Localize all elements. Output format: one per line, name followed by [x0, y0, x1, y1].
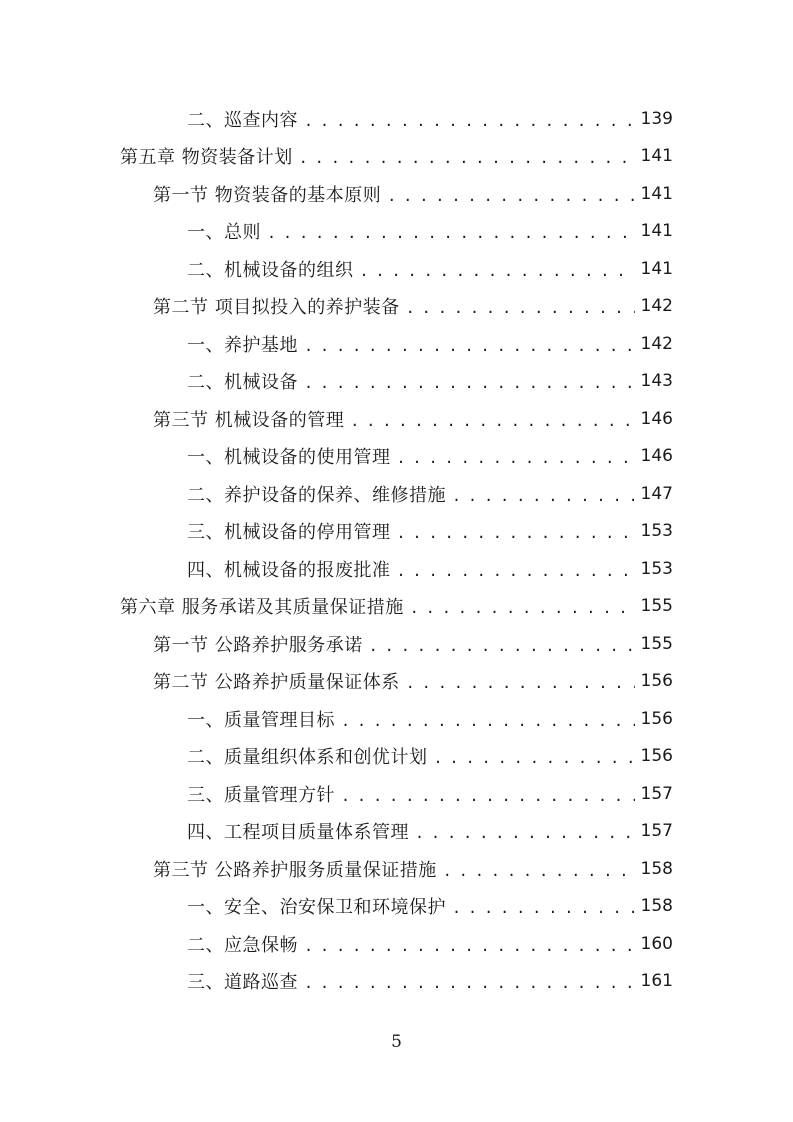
toc-entry[interactable]	[0, 400, 793, 438]
toc-entry-title: 一、安全、治安保卫和环境保护	[187, 897, 446, 919]
toc-entry[interactable]	[0, 738, 793, 776]
toc-entry[interactable]	[0, 250, 793, 288]
toc-dot-leader	[434, 747, 635, 765]
toc-entry[interactable]	[0, 475, 793, 513]
toc-entry-page: 141	[640, 221, 673, 242]
toc-entry[interactable]	[0, 588, 793, 626]
toc-entry-page: 142	[640, 333, 673, 354]
toc-entry-title: 二、机械设备的组织	[187, 259, 354, 281]
toc-dot-leader	[397, 522, 635, 540]
toc-entry[interactable]	[0, 325, 793, 363]
toc-entry[interactable]	[0, 663, 793, 701]
toc-dot-leader	[406, 297, 635, 315]
toc-entry-page: 139	[640, 108, 673, 129]
toc-dot-leader	[452, 897, 635, 915]
toc-entry-page: 153	[640, 521, 673, 542]
toc-entry-title: 第六章 服务承诺及其质量保证措施	[120, 597, 404, 619]
toc-entry-page: 158	[640, 858, 673, 879]
toc-entry-title: 三、质量管理方针	[187, 784, 335, 806]
toc-entry-page: 143	[640, 371, 673, 392]
toc-entry-title: 第一节 公路养护服务承诺	[153, 634, 363, 656]
toc-entry[interactable]	[0, 363, 793, 401]
toc-entry[interactable]	[0, 813, 793, 851]
toc-entry[interactable]	[0, 850, 793, 888]
toc-entry-page: 141	[640, 258, 673, 279]
page-number: 5	[391, 1032, 402, 1052]
toc-entry[interactable]	[0, 625, 793, 663]
toc-entry-page: 141	[640, 183, 673, 204]
toc-entry[interactable]	[0, 925, 793, 963]
toc-entry-title: 二、巡查内容	[187, 109, 298, 131]
toc-entry-title: 第三节 机械设备的管理	[153, 409, 345, 431]
toc-entry-title: 三、道路巡查	[187, 972, 298, 994]
toc-dot-leader	[397, 560, 635, 578]
toc-entry-title: 二、养护设备的保养、维修措施	[187, 484, 446, 506]
toc-entry-page: 155	[640, 596, 673, 617]
toc-entry[interactable]	[0, 775, 793, 813]
toc-entry-title: 第一节 物资装备的基本原则	[153, 184, 382, 206]
toc-dot-leader	[397, 447, 635, 465]
toc-entry[interactable]	[0, 213, 793, 251]
table-of-contents	[0, 100, 793, 1000]
toc-entry-title: 二、机械设备	[187, 372, 298, 394]
toc-entry[interactable]	[0, 700, 793, 738]
toc-dot-leader	[304, 935, 635, 953]
toc-entry-page: 158	[640, 896, 673, 917]
toc-dot-leader	[267, 222, 635, 240]
toc-entry-page: 157	[640, 783, 673, 804]
toc-dot-leader	[304, 972, 635, 990]
toc-entry-title: 四、工程项目质量体系管理	[187, 822, 409, 844]
toc-dot-leader	[350, 410, 634, 428]
toc-entry-page: 157	[640, 821, 673, 842]
toc-entry-page: 141	[640, 146, 673, 167]
toc-entry-title: 二、质量组织体系和创优计划	[187, 747, 428, 769]
toc-entry-title: 第三节 公路养护服务质量保证措施	[153, 859, 437, 881]
toc-dot-leader	[415, 822, 635, 840]
toc-entry-page: 156	[640, 746, 673, 767]
toc-dot-leader	[406, 672, 635, 690]
toc-entry-page: 156	[640, 708, 673, 729]
toc-dot-leader	[443, 860, 635, 878]
toc-entry-page: 142	[640, 296, 673, 317]
toc-entry[interactable]	[0, 100, 793, 138]
toc-entry[interactable]	[0, 963, 793, 1001]
toc-entry-title: 一、质量管理目标	[187, 709, 335, 731]
toc-entry-title: 一、机械设备的使用管理	[187, 447, 391, 469]
toc-entry-title: 第二节 公路养护质量保证体系	[153, 672, 400, 694]
toc-entry-page: 153	[640, 558, 673, 579]
toc-entry-title: 四、机械设备的报废批准	[187, 559, 391, 581]
toc-entry[interactable]	[0, 888, 793, 926]
toc-entry-page: 146	[640, 408, 673, 429]
toc-entry[interactable]	[0, 288, 793, 326]
toc-entry-title: 一、总则	[187, 222, 261, 244]
toc-dot-leader	[304, 372, 635, 390]
toc-entry-title: 第二节 项目拟投入的养护装备	[153, 297, 400, 319]
toc-entry-page: 160	[640, 933, 673, 954]
toc-entry-title: 第五章 物资装备计划	[120, 147, 293, 169]
toc-entry-title: 三、机械设备的停用管理	[187, 522, 391, 544]
toc-dot-leader	[341, 785, 635, 803]
toc-entry-page: 156	[640, 671, 673, 692]
toc-dot-leader	[410, 597, 635, 615]
toc-dot-leader	[452, 485, 635, 503]
toc-dot-leader	[387, 185, 634, 203]
toc-entry[interactable]	[0, 550, 793, 588]
toc-entry[interactable]	[0, 175, 793, 213]
toc-entry-page: 155	[640, 633, 673, 654]
toc-dot-leader	[299, 147, 635, 165]
toc-dot-leader	[304, 110, 635, 128]
toc-entry-page: 146	[640, 446, 673, 467]
toc-dot-leader	[369, 635, 635, 653]
toc-entry-page: 161	[640, 971, 673, 992]
toc-entry-title: 二、应急保畅	[187, 934, 298, 956]
toc-dot-leader	[360, 260, 635, 278]
toc-dot-leader	[341, 710, 635, 728]
toc-entry[interactable]	[0, 513, 793, 551]
toc-entry[interactable]	[0, 438, 793, 476]
toc-entry-title: 一、养护基地	[187, 334, 298, 356]
toc-dot-leader	[304, 335, 635, 353]
toc-entry[interactable]	[0, 138, 793, 176]
toc-entry-page: 147	[640, 483, 673, 504]
